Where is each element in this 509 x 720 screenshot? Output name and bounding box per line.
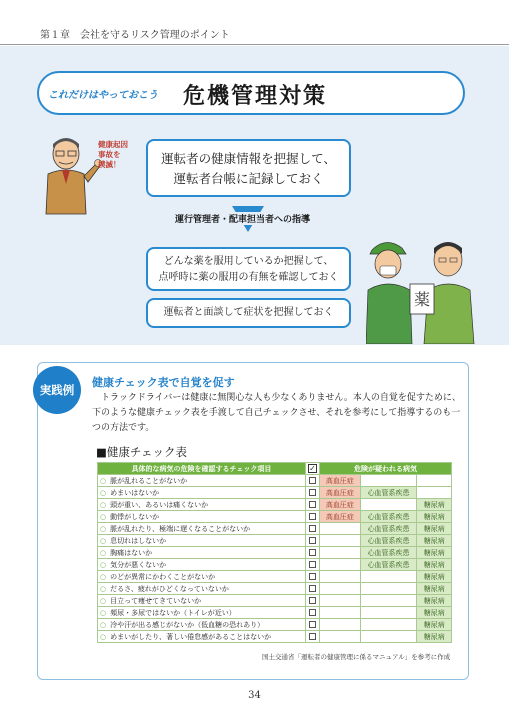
check-cell (305, 607, 319, 619)
check-item-text: のどが異常にかわくことがないか (110, 572, 216, 581)
header-risk-diseases: 危険が疑われる病気 (320, 463, 452, 475)
check-item-text: 頭が重い、あるいは痛くないか (110, 500, 209, 509)
check-item (98, 523, 306, 535)
table-row (98, 547, 452, 559)
checkmark-icon: ✓ (309, 464, 316, 473)
bullet-circle-icon: ○ (100, 608, 107, 617)
risk-cardiovascular (360, 499, 417, 511)
risk-diabetes: 糖尿病 (417, 607, 452, 619)
check-cell (305, 475, 319, 487)
health-check-table (97, 462, 452, 643)
check-item-text: 冷や汗が出る感じがないか（低血糖の恐れあり） (110, 620, 265, 629)
check-item (98, 571, 306, 583)
practice-heading: 健康チェック表で自覚を促す (92, 376, 235, 389)
risk-hypertension: 高血圧症 (320, 487, 361, 499)
risk-hypertension (320, 547, 361, 559)
bubble-line: 運転者の健康情報を把握して、 (161, 151, 336, 166)
check-item-text: 頻尿・多尿ではないか（トイレが近い） (110, 608, 236, 617)
risk-hypertension (320, 559, 361, 571)
table-title: ■健康チェック表 (96, 445, 188, 459)
header-check-column (305, 463, 319, 475)
risk-diabetes: 糖尿病 (417, 619, 452, 631)
bullet-circle-icon: ○ (100, 548, 107, 557)
risk-hypertension (320, 571, 361, 583)
table-header-row (98, 463, 452, 475)
warning-text (98, 140, 128, 170)
check-item (98, 595, 306, 607)
chapter-header: 第１章 会社を守るリスク管理のポイント (40, 30, 230, 41)
manager-illustration (42, 134, 102, 224)
practice-paragraph: トラックドライバーは健康に無関心な人も少なくありません。本人の自覚を促すために、下のような健康チェック表を手渡して自己チェックさせ、それを参考にして指導するのも一つの方法です。 (92, 393, 461, 433)
risk-hypertension (320, 607, 361, 619)
checkbox[interactable] (309, 549, 316, 556)
bullet-circle-icon: ○ (100, 512, 107, 521)
drivers-illustration (366, 232, 476, 344)
risk-hypertension (320, 619, 361, 631)
arrow-label: 運行管理者・配車担当者への指導 (172, 212, 313, 225)
check-cell (305, 487, 319, 499)
check-item (98, 511, 306, 523)
table-row (98, 475, 452, 487)
table-row (98, 499, 452, 511)
risk-cardiovascular: 心血管系疾患 (360, 547, 417, 559)
check-item (98, 475, 306, 487)
checkbox[interactable] (309, 561, 316, 568)
bullet-circle-icon: ○ (100, 476, 107, 485)
check-item-text: 目立って痩せてきていないか (110, 596, 202, 605)
check-cell (305, 559, 319, 571)
check-cell (305, 547, 319, 559)
check-item (98, 631, 306, 643)
header-check-items: 具体的な病気の危険を確認するチェック項目 (98, 463, 306, 475)
checkbox[interactable] (309, 477, 316, 484)
bubble-line: どんな薬を服用しているか把握して、 (163, 256, 334, 267)
check-item (98, 535, 306, 547)
risk-cardiovascular (360, 619, 417, 631)
page-title: 危機管理対策 (183, 84, 328, 109)
risk-diabetes: 糖尿病 (417, 547, 452, 559)
check-item-text: だるさ、疲れがひどくなっていないか (110, 584, 229, 593)
bullet-circle-icon: ○ (100, 632, 107, 641)
table-row (98, 631, 452, 643)
checkbox[interactable] (309, 609, 316, 616)
table-row (98, 571, 452, 583)
risk-hypertension: 高血圧症 (320, 499, 361, 511)
risk-hypertension: 高血圧症 (320, 511, 361, 523)
warning-line: 撲滅！ (98, 160, 121, 169)
risk-hypertension (320, 583, 361, 595)
check-item-text: 息切れはしないか (110, 536, 167, 545)
check-item (98, 559, 306, 571)
risk-hypertension (320, 595, 361, 607)
risk-hypertension (320, 631, 361, 643)
risk-cardiovascular (360, 595, 417, 607)
checkbox[interactable] (309, 501, 316, 508)
action-bubble-medication (146, 247, 351, 291)
check-cell (305, 571, 319, 583)
risk-cardiovascular: 心血管系疾患 (360, 523, 417, 535)
check-item-text: 胸痛はないか (110, 548, 153, 557)
risk-cardiovascular (360, 571, 417, 583)
table-row (98, 619, 452, 631)
check-cell (305, 523, 319, 535)
check-item-text: 脈が乱れたり、極端に遅くなることがないか (110, 524, 251, 533)
warning-line: 事故を (98, 150, 121, 159)
check-item (98, 619, 306, 631)
check-item-text: 気分が悪くないか (110, 560, 167, 569)
risk-cardiovascular: 心血管系疾患 (360, 487, 417, 499)
table-row (98, 607, 452, 619)
check-cell (305, 499, 319, 511)
risk-cardiovascular: 心血管系疾患 (360, 535, 417, 547)
risk-diabetes: 糖尿病 (417, 571, 452, 583)
risk-cardiovascular (360, 631, 417, 643)
bullet-circle-icon: ○ (100, 572, 107, 581)
table-row (98, 559, 452, 571)
checkbox[interactable] (309, 537, 316, 544)
risk-cardiovascular (360, 583, 417, 595)
checkbox[interactable] (309, 633, 316, 640)
check-item (98, 487, 306, 499)
checkbox[interactable] (309, 597, 316, 604)
checkbox[interactable] (309, 573, 316, 580)
risk-cardiovascular (360, 475, 417, 487)
risk-hypertension (320, 523, 361, 535)
bullet-circle-icon: ○ (100, 536, 107, 545)
risk-diabetes (417, 487, 452, 499)
bubble-line: 運転者台帳に記録しておく (173, 171, 324, 186)
medicine-sign-text: 薬 (413, 290, 431, 309)
check-item-text: 脈が乱れることがないか (110, 476, 188, 485)
risk-hypertension: 高血圧症 (320, 475, 361, 487)
table-row (98, 487, 452, 499)
check-cell (305, 619, 319, 631)
warning-line: 健康起因 (98, 140, 128, 149)
risk-diabetes: 糖尿病 (417, 511, 452, 523)
risk-diabetes (417, 475, 452, 487)
risk-diabetes: 糖尿病 (417, 499, 452, 511)
bullet-circle-icon: ○ (100, 524, 107, 533)
risk-diabetes: 糖尿病 (417, 595, 452, 607)
bullet-circle-icon: ○ (100, 596, 107, 605)
checkbox[interactable] (309, 489, 316, 496)
bullet-circle-icon: ○ (100, 620, 107, 629)
risk-diabetes: 糖尿病 (417, 523, 452, 535)
table-row (98, 583, 452, 595)
bubble-line: 点呼時に薬の服用の有無を確認しておく (158, 272, 339, 283)
risk-diabetes: 糖尿病 (417, 535, 452, 547)
table-row (98, 595, 452, 607)
table-row (98, 511, 452, 523)
checkbox[interactable] (309, 585, 316, 592)
checkbox[interactable] (309, 513, 316, 520)
title-tag: これだけはやっておこう (48, 90, 158, 101)
check-item (98, 583, 306, 595)
action-bubble-interview: 運転者と面談して症状を把握しておく (146, 298, 351, 328)
practice-badge: 実践例 (33, 366, 81, 414)
action-bubble-health-info (146, 139, 351, 197)
check-cell (305, 535, 319, 547)
bullet-circle-icon: ○ (100, 584, 107, 593)
risk-diabetes: 糖尿病 (417, 631, 452, 643)
check-item (98, 499, 306, 511)
checkbox[interactable] (309, 621, 316, 628)
bullet-circle-icon: ○ (100, 500, 107, 509)
page-number: 34 (248, 690, 261, 701)
risk-cardiovascular (360, 607, 417, 619)
check-item (98, 547, 306, 559)
risk-diabetes: 糖尿病 (417, 583, 452, 595)
check-cell (305, 595, 319, 607)
risk-hypertension (320, 535, 361, 547)
risk-cardiovascular: 心血管系疾患 (360, 559, 417, 571)
check-item-text: 動悸がしないか (110, 512, 160, 521)
header-rule (0, 44, 509, 45)
check-cell (305, 631, 319, 643)
check-cell (305, 511, 319, 523)
bullet-circle-icon: ○ (100, 560, 107, 569)
check-item-text: めまいはないか (110, 488, 160, 497)
table-row (98, 535, 452, 547)
risk-cardiovascular: 心血管系疾患 (360, 511, 417, 523)
check-item (98, 607, 306, 619)
bullet-circle-icon: ○ (100, 488, 107, 497)
table-row (98, 523, 452, 535)
checkbox[interactable] (309, 525, 316, 532)
table-source-note: 国土交通省「運転者の健康管理に係るマニュアル」を参考に作成 (262, 653, 451, 661)
check-item-text: めまいがしたり、著しい倦怠感があることはないか (110, 632, 272, 641)
check-cell (305, 583, 319, 595)
risk-diabetes: 糖尿病 (417, 559, 452, 571)
